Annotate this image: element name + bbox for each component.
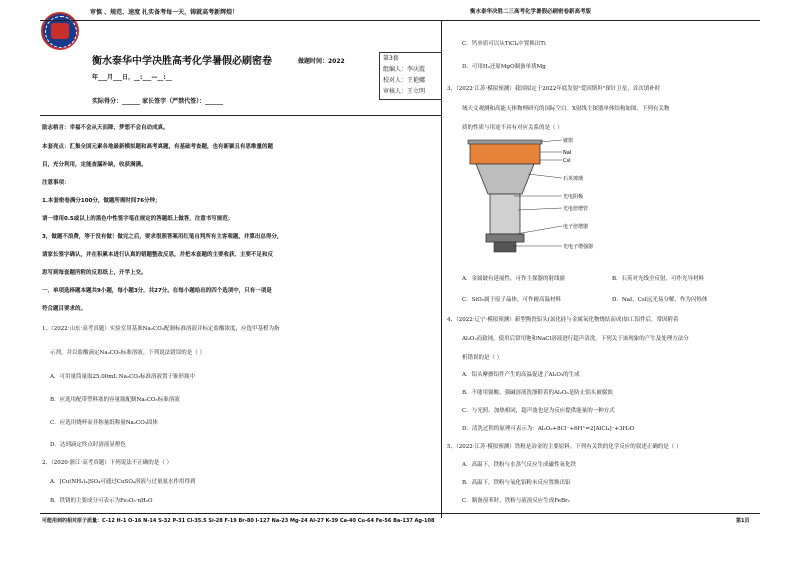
q3-option-c: C．SiO₂属于原子晶体，可作耐高温材料 [462, 297, 561, 303]
label-window: 铍窗 [563, 138, 574, 144]
section-heading-2: 符合题目要求的。 [42, 306, 87, 312]
detector-figure [462, 134, 612, 262]
notes-heading: 注意事项： [42, 180, 70, 186]
q4-stem-3: 析错误的是（ ） [462, 355, 503, 361]
note-item-1: 1.本套密卷满分100分，做题所需时间76分钟； [42, 198, 161, 204]
note-item-3b: 请家长签字确认，并在积累本进行认真的错题整改反思，并把本套题的主要收获、主要不足和反 [42, 252, 274, 258]
q3-option-a: A．金属铍有延展性，可作主探器的射线窗 [462, 276, 565, 282]
q3-stem-1: 3、（2022·江苏·模拟预测）我国拟定于2022年底发射"爱因斯坦"探针卫星，首次填补时 [447, 86, 661, 92]
note-item-3c: 思写到每套题所附的反思纸上，开学上交。 [42, 270, 147, 276]
section-heading-1: 一、单项选择题本题共9小题，每小题3分，共27分。在每小题给出的四个选项中，只有一项是 [42, 288, 272, 294]
header-rule [40, 20, 760, 21]
atomic-mass-line: 可能用到的相对原子质量：C-12 H-1 O-16 N-14 S-32 P-31 Cl-35.5 Si-28 F-19 Br-80 I-127 Na-23 Mg-24 Al-27 K-39 Ca-40 Cu-64 Fe-56 Ba-137 Ag-108 [42, 518, 435, 524]
label-cathode: 光电阴极 [563, 194, 584, 200]
column-divider [441, 20, 442, 518]
date-line: 年___月___日，__:___—__:__ [92, 74, 172, 81]
intro-line-1: 本套亮点：汇集全国元素各地最新模拟题和高考真题，有基础考查题，也有新颖且有思维量的题 [42, 144, 274, 150]
q2-option-c: C．钙单质可以从TiCl₄中置换出Ti [462, 41, 546, 47]
q2-stem: 2、（2020·浙江·高考真题）下列说法不正确的是（ ） [42, 460, 172, 466]
q4-option-d: D．清洗过程的原理可表示为：Al₂O₃+8Cl⁻+6H⁺=2[AlCl₄]⁻+3H₂O [462, 426, 635, 432]
header-slogan-left: 审慎 、规范、速度 扎实备考每一天，铸就高考新辉煌！ [90, 9, 239, 16]
q1-stem-1: 1、（2022·山东·高考真题）实验室用基准Na₂CO₃配制标准溶液并标定盐酸浓度，应选甲基橙为指 [42, 326, 280, 332]
page-title: 衡水泰华中学决胜高考化学暑假必刷密卷 [92, 56, 272, 67]
q2-option-a: A．[Cu(NH₃)₄]SO₄可通过CuSO₄溶液与过量氨水作用得到 [50, 479, 196, 485]
q4-option-c: C．与光照、加热相同，超声波也是为反应提供能量的一种方式 [462, 408, 615, 414]
q2-option-b: B．铁锈的主要成分可表示为Fe₂O₃·nH₂O [50, 498, 153, 504]
q5-option-c: C．制备溴苯时，铁粉与液溴反应生成FeBr₂ [462, 498, 570, 504]
score-line: 实际得分：______ 家长签字（严禁代签）：______ [92, 98, 224, 105]
label-csi: CsI [563, 158, 571, 164]
intro-line-2: 目，充分利用，定能查漏补缺，收获满满。 [42, 162, 147, 168]
q3-option-b: B．石英对光线全反射，可作光导材料 [612, 276, 705, 282]
base-plate [486, 234, 524, 242]
q3-stem-3: 质的性质与用途不具有对应关系的是（ ） [462, 125, 563, 131]
q3-option-d: D．NaI、CsI远光易分解，作为闪烁体 [612, 297, 708, 303]
photomultiplier-tube [490, 194, 520, 234]
q5-stem: 5、（2022·江苏·模拟预测）铁粉是冶金的主要原料。下列有关铁的化学反应的叙述正确的是（ ） [447, 444, 682, 450]
set-number: 第3套 [383, 55, 399, 62]
q4-stem-2: Al₂O₃而致钝，使用后常用饱和NaCl溶液进行超声清洗。下列关于该现象的产生及处理方法分 [462, 336, 689, 342]
q5-option-b: B．高温下，铁粉与氧化铝粉末反应置换出铝 [462, 480, 571, 486]
reviewer: 审核人：王立明 [383, 88, 426, 95]
label-amp: 光电子增强器 [563, 244, 594, 250]
logo-emblem [51, 23, 69, 39]
beryllium-window [468, 140, 542, 144]
q1-option-b: B．应选用配带塑料塞的容量瓶配制Na₂CO₃标准溶液 [50, 397, 180, 403]
q1-option-c: C．应选用烧杯而非称量纸称量Na₂CO₃固体 [50, 420, 158, 426]
q4-option-b: B．不能用强酸、强碱溶液洗涤附着的Al₂O₃是防止铝头被腐蚀 [462, 390, 613, 396]
scintillator-block [470, 142, 540, 164]
proofreader: 校对人：王艳娜 [383, 77, 426, 84]
page-number: 第1页 [736, 518, 750, 524]
motto: 励志格言：幸福不会从天而降，梦想不会自动成真。 [42, 125, 169, 131]
compiler: 组编人：李庆霞 [383, 66, 426, 73]
q4-option-a: A．铝头摩擦铝件产生的高温促进了Al₂O₃的生成 [462, 372, 580, 378]
quartz-funnel [476, 164, 534, 194]
q4-stem-1: 4、（2022·辽宁·模拟预测）新型陶瓷铝头(氮化硅与金属氧化物烧结而成)加工铝件后，常因附着 [447, 317, 679, 323]
school-logo [41, 12, 79, 50]
q3-stem-2: 域天文观测和高能天体物理研究的国际空白。X射线主探器单体结构如图，下列有关物 [462, 106, 670, 112]
label-cathode2: 光电倍增管 [563, 206, 589, 212]
info-box [379, 52, 442, 100]
header-slogan-right: 衡水泰华决胜二三高考化学暑假必刷密卷新高考版 [470, 9, 592, 15]
label-quartz: 石英玻璃 [563, 176, 584, 182]
label-nai: NaI [563, 150, 572, 156]
label-device: 电子倍增器 [563, 224, 589, 230]
exam-time: 做题时间：2022 [298, 58, 345, 65]
q1-stem-2: 示剂，并以盐酸滴定Na₂CO₃标准溶液。下列说法错误的是（ ） [50, 350, 205, 356]
multiplier-base [494, 242, 516, 252]
q1-option-a: A．可用量筒量取25.00mL Na₂CO₃标准溶液置于锥形瓶中 [50, 374, 196, 380]
note-item-2: 请一律用0.5或以上的黑色中性签字笔在规定的答题纸上做答，注意书写规范； [42, 216, 234, 222]
footer-rule [40, 513, 760, 514]
title-rule [40, 115, 441, 116]
q1-option-d: D．达到滴定终点时溶液显橙色 [50, 442, 126, 448]
q2-option-d: D．可用H₂还原MgO制备单质Mg [462, 64, 546, 70]
q5-option-a: A．高温下，铁粉与水蒸气反应生成磁性氧化铁 [462, 462, 576, 468]
note-item-3a: 3，做题不浪费，等于没有做！做完之后，要求很照答案用红笔自判所有主客观题，并算出总得分， [42, 234, 283, 240]
